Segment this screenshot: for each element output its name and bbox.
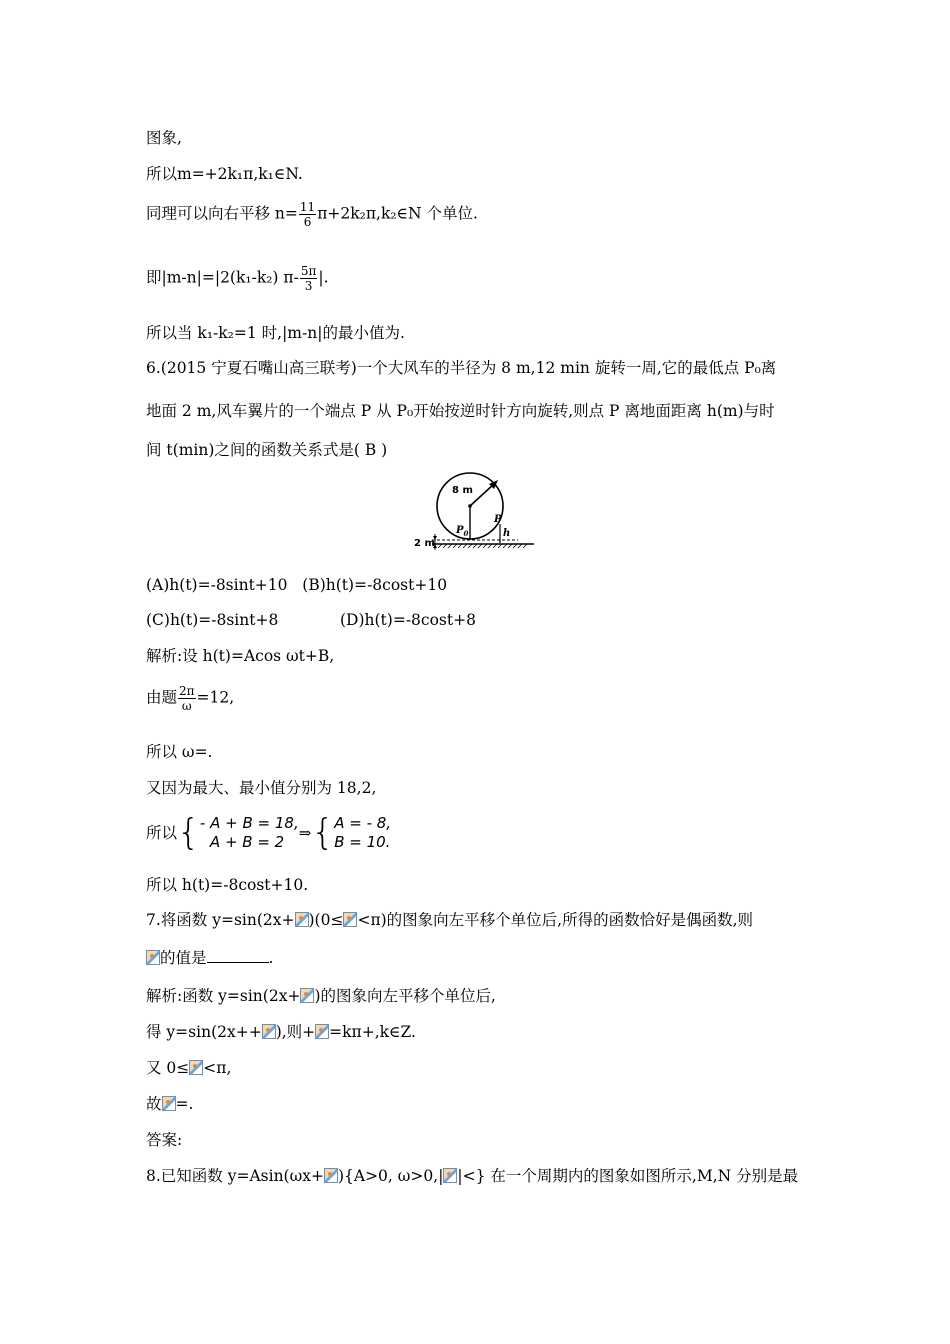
question-6-line-1: 6.(2015 宁夏石嘴山高三联考)一个大风车的半径为 8 m,12 min 旋转一周,它的最低点 P₀离 (146, 359, 777, 377)
line-2: 所以m=+2k₁π,k₁∈N. (146, 165, 303, 183)
broken-image-icon (324, 1168, 338, 1183)
broken-image-icon (162, 1096, 176, 1111)
h-label: h (503, 528, 511, 539)
equation-system-1: - A + B = 18, A + B = 2 (199, 814, 299, 851)
option-c: (C)h(t)=-8sint+8 (146, 611, 279, 629)
left-brace-2: { (311, 812, 335, 853)
solution-7-line-4: 故 =. (146, 1095, 194, 1113)
solution-6-line-3: 所以 ω=. (146, 743, 213, 761)
radius-label: 8 m (452, 485, 473, 496)
broken-image-icon (315, 1024, 329, 1039)
solution-6-line-1: 解析:设 h(t)=Acos ωt+B, (146, 647, 335, 665)
solution-6-line-6: 所以 h(t)=-8cost+10. (146, 876, 309, 894)
solution-6-line-2: 由题 $\frac{2\pi}{\omega}$ =12, (146, 684, 235, 713)
broken-image-icon (343, 912, 357, 927)
equation-system-2: A = - 8, B = 10. (334, 814, 392, 851)
fraction-11-6: $\frac{11}{6}$ (299, 200, 316, 229)
options-cd (146, 609, 476, 631)
solution-7-line-1: 解析:函数 y=sin(2x+ )的图象向左平移个单位后, (146, 987, 496, 1005)
answer-blank (207, 948, 269, 963)
fraction-5pi-3: $\frac{5\pi}{3}$ (300, 264, 317, 293)
line-1: 图象, (146, 129, 182, 147)
question-6-line-2: 地面 2 m,风车翼片的一个端点 P 从 P₀开始按逆时针方向旋转,则点 P 离地面距离 h(m)与时 (146, 402, 775, 420)
fraction-2pi-omega: $\frac{2\pi}{\omega}$ (179, 684, 195, 713)
question-6-line-3: 间 t(min)之间的函数关系式是( B ) (146, 441, 388, 459)
broken-image-icon (443, 1168, 457, 1183)
ground-label: 2 m (414, 538, 435, 549)
answer-label: 答案: (146, 1131, 183, 1149)
option-d: (D)h(t)=-8cost+8 (340, 611, 476, 629)
line-4: 即|m-n|=|2(k₁-k₂) π- $\frac{5\pi}{3}$ |. (146, 264, 329, 293)
broken-image-icon (262, 1024, 276, 1039)
p-label: P (494, 514, 502, 525)
solution-6-line-4: 又因为最大、最小值分别为 18,2, (146, 779, 377, 797)
windmill-figure (414, 466, 538, 554)
line-3: 同理可以向右平移 n= $\frac{11}{6}$ π+2k₂π,k₂∈N 个单位. (146, 200, 478, 229)
left-brace-1: { (177, 812, 200, 853)
option-b: (B)h(t)=-8cost+10 (302, 576, 448, 594)
option-a: (A)h(t)=-8sint+10 (146, 576, 288, 594)
p0-label: $P_0$ (456, 525, 469, 538)
broken-image-icon (146, 950, 160, 965)
radius-line (470, 484, 494, 506)
broken-image-icon (189, 1060, 203, 1075)
solution-6-line-5: 所以{ - A + B = 18, A + B = 2 ⇒{ A = - 8, B = 10. (146, 812, 392, 853)
line-5: 所以当 k₁-k₂=1 时,|m-n|的最小值为. (146, 324, 405, 342)
question-7-line-2: 的值是 . (146, 947, 273, 969)
broken-image-icon (295, 912, 309, 927)
options-ab (146, 574, 447, 596)
solution-7-line-2: 得 y=sin(2x++ ),则+ =kπ+,k∈Z. (146, 1023, 416, 1041)
solution-7-line-3: 又 0≤ <π, (146, 1059, 232, 1077)
broken-image-icon (300, 988, 314, 1003)
question-7-line-1: 7.将函数 y=sin(2x+ )(0≤ <π)的图象向左平移个单位后,所得的函数恰好是偶函数,则 (146, 911, 754, 929)
question-8-line-1: 8.已知函数 y=Asin(ωx+ ){A>0, ω>0,| |<} 在一个周期内的图象如图所示,M,N 分别是最 (146, 1167, 799, 1185)
